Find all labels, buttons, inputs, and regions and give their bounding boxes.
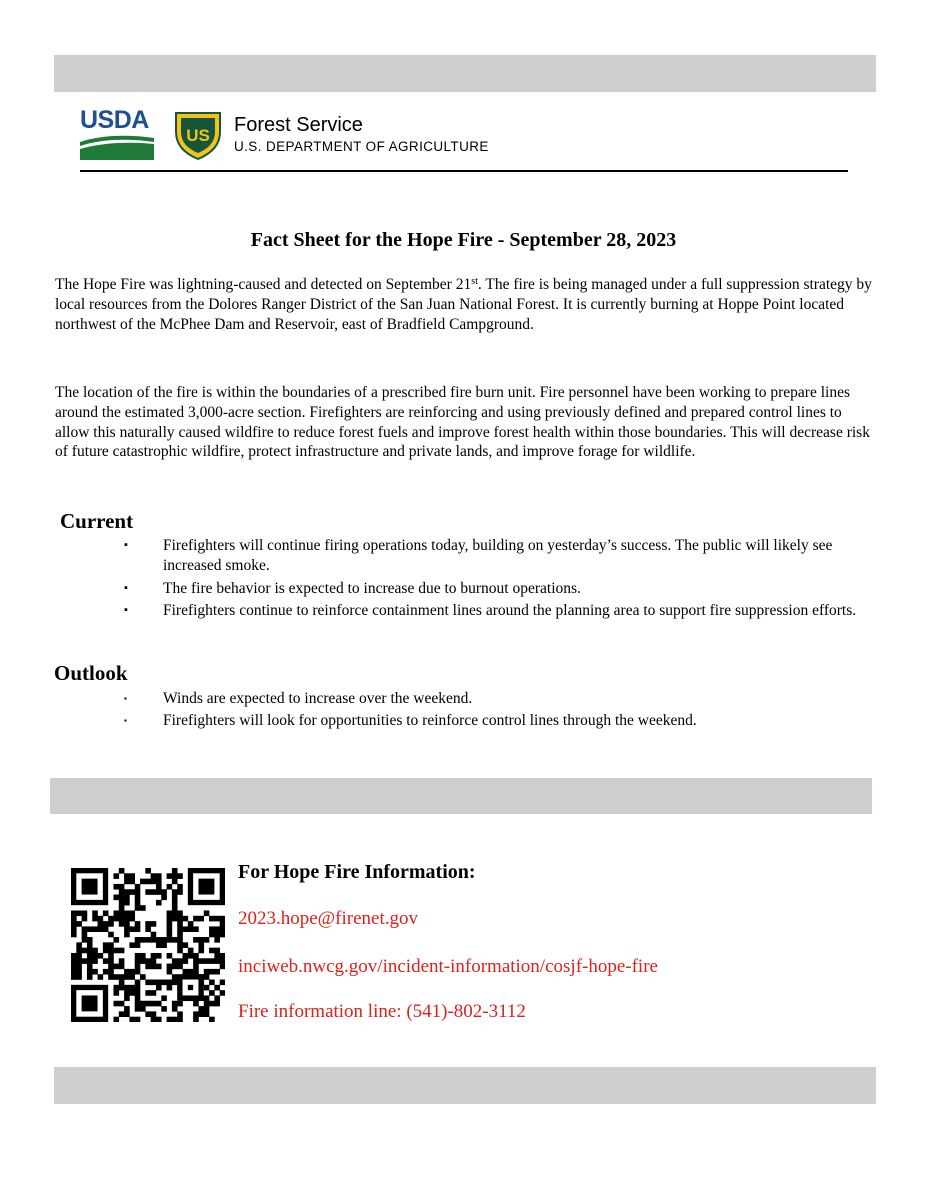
list-item-text: Firefighters will continue firing operations today, building on yesterday’s success. The public will likely see increased smoke. <box>163 537 833 574</box>
list-item-text: The fire behavior is expected to increase due to burnout operations. <box>163 579 581 597</box>
contact-heading: For Hope Fire Information: <box>238 861 476 883</box>
intro-text-start: The Hope Fire was lightning-caused and detected on September 21 <box>55 276 472 293</box>
list-item <box>0 689 927 709</box>
list-item-text: Winds are expected to increase over the weekend. <box>163 690 473 707</box>
usda-logo-text: USDA <box>80 106 149 134</box>
usda-swoosh-icon <box>80 132 154 160</box>
contact-email-link[interactable]: 2023.hope@firenet.gov <box>238 908 419 929</box>
list-item <box>0 579 927 599</box>
usda-logo <box>80 106 154 160</box>
bullet-icon: ▪ <box>124 539 128 551</box>
agency-name: Forest Service <box>234 114 363 136</box>
current-list <box>0 536 927 624</box>
department-name: U.S. DEPARTMENT OF AGRICULTURE <box>234 139 489 154</box>
top-gray-band <box>54 55 876 92</box>
list-item-text: Firefighters will look for opportunities to reinforce control lines through the weekend. <box>163 711 697 729</box>
list-item <box>0 536 927 576</box>
ordinal-suffix: st <box>471 276 478 287</box>
qr-code-icon[interactable] <box>71 868 225 1022</box>
page-title: Fact Sheet for the Hope Fire - September 28, 2023 <box>250 229 677 251</box>
fire-info-phone: Fire information line: (541)-802-3112 <box>238 1001 526 1022</box>
outlook-list <box>0 689 927 733</box>
section-heading-current: Current <box>60 509 134 533</box>
paragraph-intro <box>55 275 875 334</box>
inciweb-link[interactable]: inciweb.nwcg.gov/incident-information/cosjf-hope-fire <box>238 956 658 977</box>
shield-letters: US <box>186 126 210 145</box>
middle-gray-band <box>50 778 872 814</box>
bottom-gray-band <box>54 1067 876 1104</box>
list-item-text: Firefighters continue to reinforce containment lines around the planning area to support fire suppression efforts. <box>163 602 857 620</box>
bullet-icon: ▪ <box>124 715 127 725</box>
list-item <box>0 711 927 731</box>
header-divider <box>80 170 848 172</box>
paragraph-location: The location of the fire is within the boundaries of a prescribed fire burn unit. Fire personnel have been working to prepare lines around the estimated 3,000-acre section. Firefighters are reinforcing and using previously defined and prepared control lines to allow this naturally caused wildfire to reduce forest fuels and improve forest health within those boundaries. This will decrease risk of future catastrophic wildfire, protect infrastructure and private lands, and improve forage for wildlife. <box>55 384 870 461</box>
bullet-icon: ▪ <box>124 581 128 594</box>
intro-text-end: . The fire is being managed under a full suppression strategy by local resources from the Dolores Ranger District of the San Juan National Forest. It is currently burning at Hoppe Point located northwest of the McPhee Dam and Reservoir, east of Bradfield Campground. <box>55 276 872 333</box>
forest-service-shield-icon <box>172 110 224 160</box>
bullet-icon: ▪ <box>124 694 127 703</box>
section-heading-outlook: Outlook <box>54 661 128 685</box>
list-item <box>0 601 927 621</box>
bullet-icon: ▪ <box>124 604 128 617</box>
